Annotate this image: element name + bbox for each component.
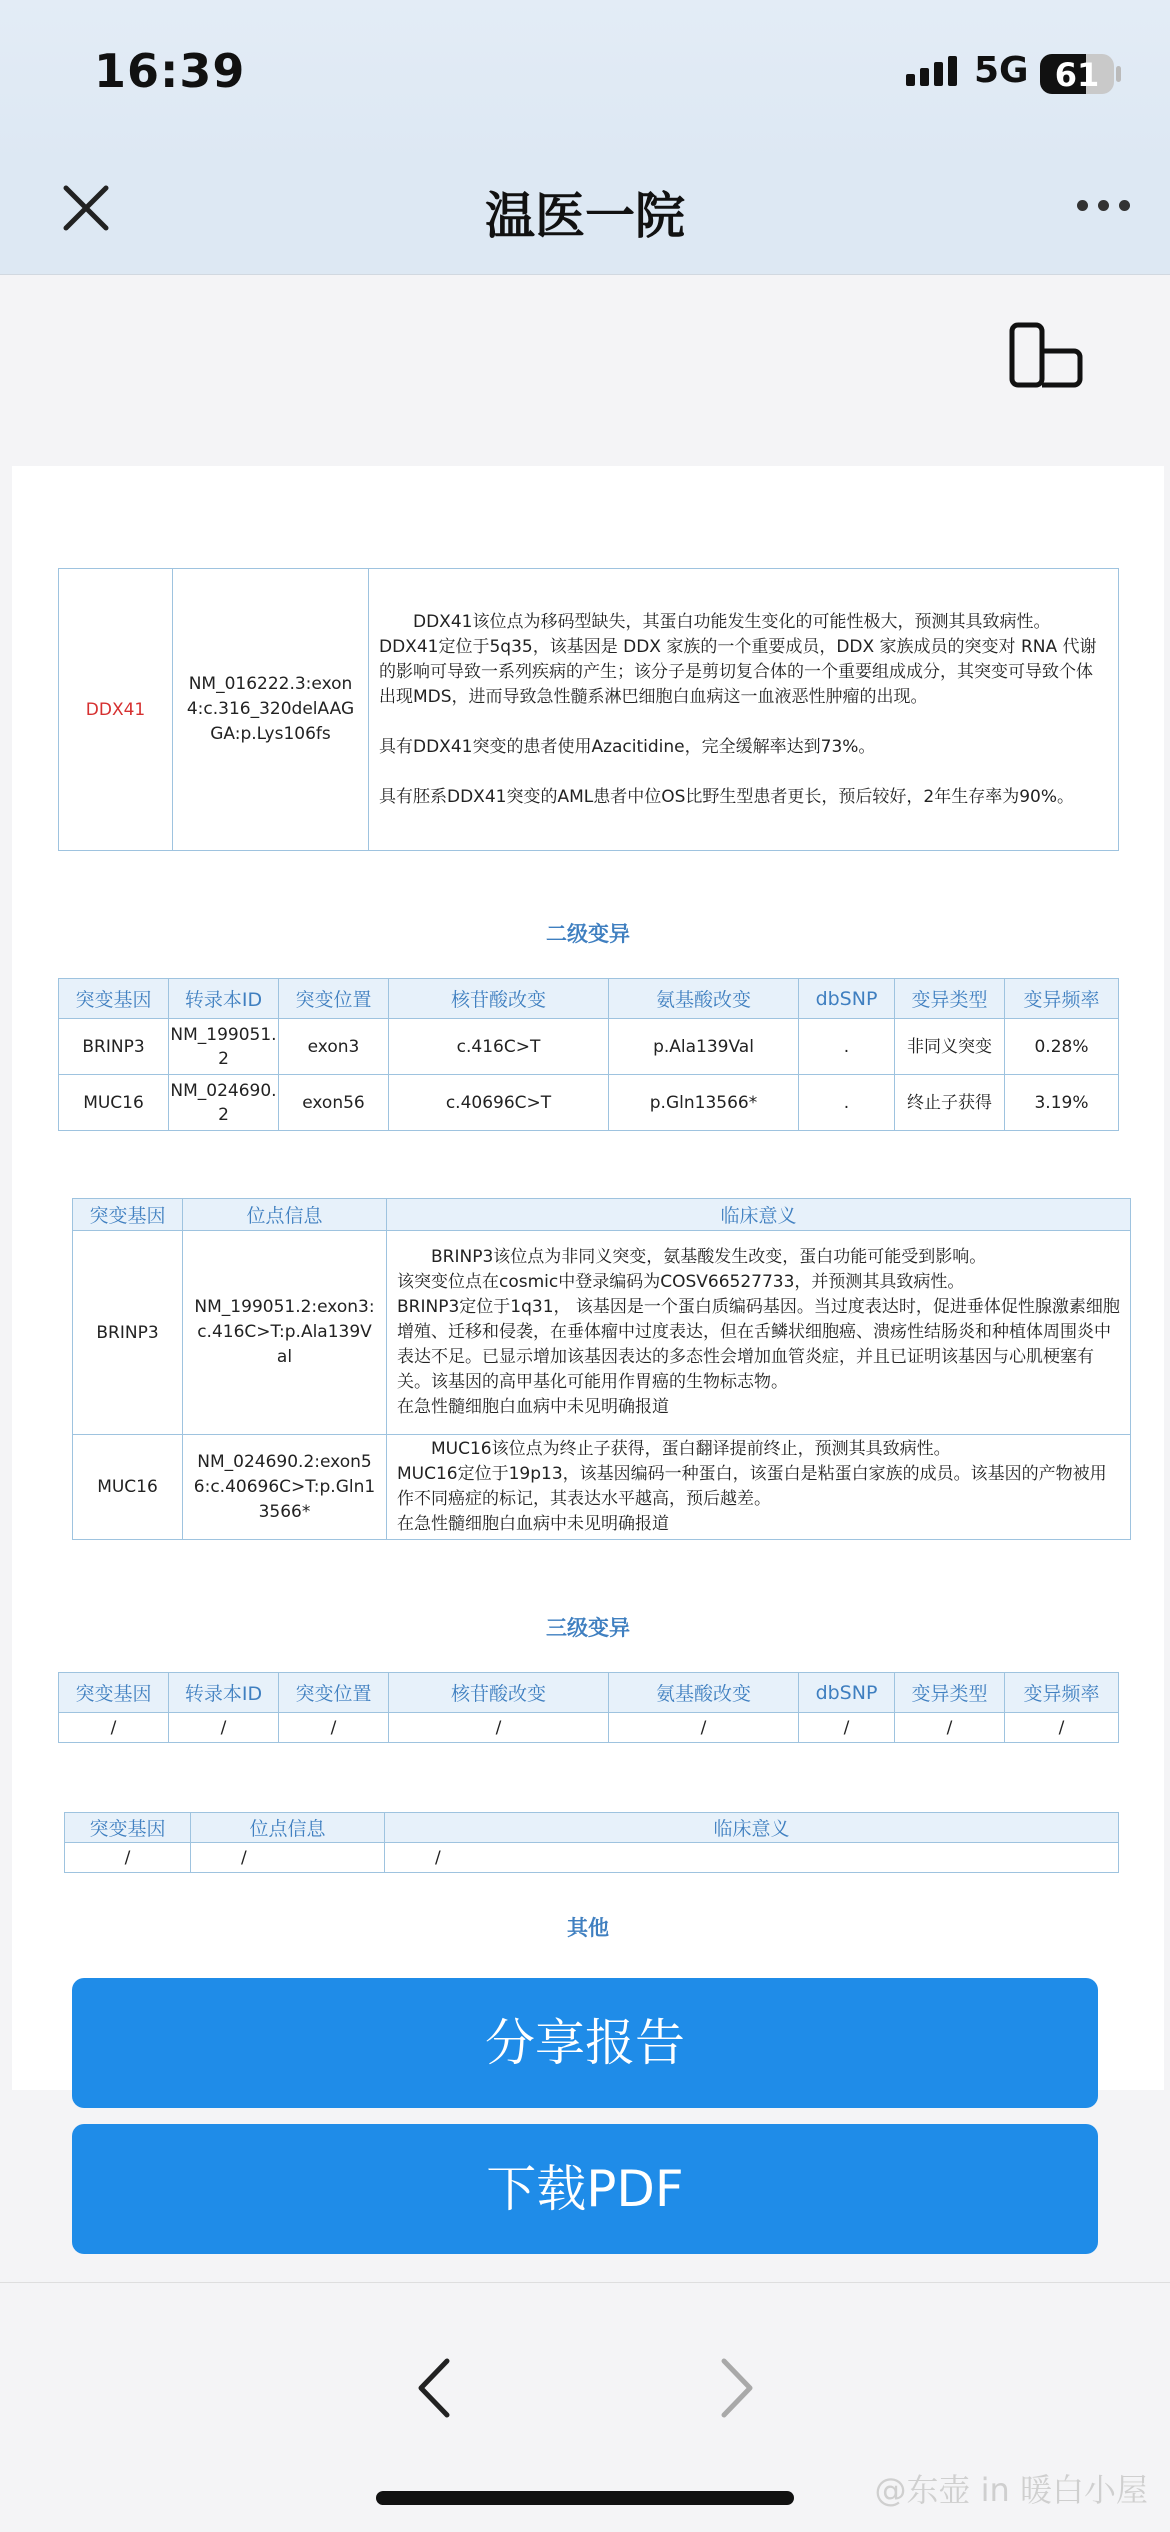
column-header: 核苷酸改变 xyxy=(389,979,609,1019)
watermark: @东壶 in 暖白小屋 xyxy=(874,2471,1148,2509)
clinical-text: DDX41定位于5q35，该基因是 DDX 家族的一个重要成员，DDX 家族成员的突变对 RNA 代谢的影响可导致一系列疾病的产生；该分子是剪切复合体的一个重要组成成分，其突变可导致个体出现MDS，进而导致急性髓系淋巴细胞白血病这一血液恶性肿瘤的出现。 xyxy=(379,636,1097,707)
status-bar xyxy=(0,0,1170,160)
table-row xyxy=(59,569,1119,851)
column-header: 突变基因 xyxy=(65,1813,191,1843)
column-header: 氨基酸改变 xyxy=(609,1673,799,1713)
more-dot-icon xyxy=(1119,200,1130,211)
chevron-right-icon xyxy=(706,2353,766,2423)
table-cell: BRINP3 xyxy=(59,1019,169,1075)
table-cell: / xyxy=(799,1713,895,1743)
table-cell: / xyxy=(59,1713,169,1743)
viewer-toolbar xyxy=(0,276,1170,466)
table-row xyxy=(59,1713,1119,1743)
table-cell: exon3 xyxy=(279,1019,389,1075)
level3-variant-table xyxy=(58,1672,1119,1743)
report-document[interactable] xyxy=(12,466,1164,2090)
site-info: NM_016222.3:exon4:c.316_320delAAGGA:p.Lys106fs xyxy=(173,569,369,851)
column-header: 变异频率 xyxy=(1005,979,1119,1019)
level2-clinical-table xyxy=(72,1198,1131,1540)
share-report-button[interactable]: 分享报告 xyxy=(72,1978,1098,2108)
column-header: 变异频率 xyxy=(1005,1673,1119,1713)
clinical-significance xyxy=(387,1435,1131,1540)
column-header: 突变位置 xyxy=(279,1673,389,1713)
table-cell: / xyxy=(385,1843,1119,1873)
clinical-text: BRINP3定位于1q31， 该基因是一个蛋白质编码基因。当过度表达时，促进垂体促性腺激素细胞增殖、迁移和侵袭，在垂体瘤中过度表达，但在舌鳞状细胞癌、溃疡性结肠炎和种植体周围炎中表达不足。已显示增加该基因表达的多态性会增加血管炎症，并且已证明该基因与心肌梗塞有关。该基因的高甲基化可能用作胃癌的生物标志物。 xyxy=(397,1297,1120,1392)
column-header: 氨基酸改变 xyxy=(609,979,799,1019)
table-cell: / xyxy=(389,1713,609,1743)
table-cell: / xyxy=(65,1843,191,1873)
site-info: NM_199051.2:exon3:c.416C>T:p.Ala139Val xyxy=(183,1231,387,1435)
section-title-level2: 二级变异 xyxy=(546,922,630,946)
clinical-text: MUC16该位点为终止子获得，蛋白翻译提前终止，预测其具致病性。 xyxy=(431,1439,951,1459)
column-header: dbSNP xyxy=(799,1673,895,1713)
table-cell: MUC16 xyxy=(59,1075,169,1131)
table-header-row xyxy=(59,979,1119,1019)
level2-variant-table xyxy=(58,978,1119,1131)
table-row xyxy=(59,1019,1119,1075)
column-header: 临床意义 xyxy=(385,1813,1119,1843)
table-row xyxy=(73,1435,1131,1540)
page-title: 温医一院 xyxy=(485,187,685,245)
battery-level: 61 xyxy=(1054,56,1100,94)
column-header: 突变位置 xyxy=(279,979,389,1019)
clinical-significance xyxy=(369,569,1119,851)
table-row xyxy=(73,1231,1131,1435)
column-header: 位点信息 xyxy=(191,1813,385,1843)
chevron-left-icon xyxy=(405,2353,465,2423)
table-cell: / xyxy=(169,1713,279,1743)
network-type: 5G xyxy=(974,50,1029,91)
level3-clinical-table xyxy=(64,1812,1119,1873)
table-cell: 非同义突变 xyxy=(895,1019,1005,1075)
gene-name: BRINP3 xyxy=(73,1231,183,1435)
table-cell: . xyxy=(799,1075,895,1131)
table-header-row xyxy=(59,1673,1119,1713)
table-cell: / xyxy=(1005,1713,1119,1743)
forward-button[interactable] xyxy=(706,2353,766,2423)
back-button[interactable] xyxy=(405,2353,465,2423)
table-cell: p.Gln13566* xyxy=(609,1075,799,1131)
clinical-text: 具有DDX41突变的患者使用Azacitidine，完全缓解率达到73%。 xyxy=(379,736,876,757)
gene-name: MUC16 xyxy=(73,1435,183,1540)
clinical-text: 具有胚系DDX41突变的AML患者中位OS比野生型患者更长，预后较好，2年生存率为90%。 xyxy=(379,786,1074,807)
column-header: dbSNP xyxy=(799,979,895,1019)
table-cell: / xyxy=(895,1713,1005,1743)
more-dot-icon xyxy=(1098,200,1109,211)
clinical-text: 在急性髓细胞白血病中未见明确报道 xyxy=(397,1397,669,1417)
clinical-text: 在急性髓细胞白血病中未见明确报道 xyxy=(397,1514,669,1534)
gene-name: DDX41 xyxy=(59,569,173,851)
table-header-row xyxy=(73,1199,1131,1231)
clinical-text: BRINP3该位点为非同义突变，氨基酸发生改变，蛋白功能可能受到影响。 xyxy=(431,1247,987,1267)
column-header: 临床意义 xyxy=(387,1199,1131,1231)
table-cell: . xyxy=(799,1019,895,1075)
table-cell: p.Ala139Val xyxy=(609,1019,799,1075)
table-cell: 终止子获得 xyxy=(895,1075,1005,1131)
table-row xyxy=(59,1075,1119,1131)
section-title-other: 其他 xyxy=(567,1916,609,1940)
section-title-level3: 三级变异 xyxy=(546,1616,630,1640)
rotate-screen-icon xyxy=(1008,321,1088,391)
rotate-screen-button[interactable] xyxy=(1008,321,1088,391)
level1-detail-table xyxy=(58,568,1119,851)
table-row xyxy=(65,1843,1119,1873)
cellular-signal-icon xyxy=(906,56,957,86)
table-cell: / xyxy=(191,1843,385,1873)
table-cell: c.40696C>T xyxy=(389,1075,609,1131)
table-cell: c.416C>T xyxy=(389,1019,609,1075)
column-header: 变异类型 xyxy=(895,979,1005,1019)
table-cell: 0.28% xyxy=(1005,1019,1119,1075)
column-header: 突变基因 xyxy=(73,1199,183,1231)
column-header: 转录本ID xyxy=(169,1673,279,1713)
navigation-bar xyxy=(0,160,1170,275)
table-cell: 3.19% xyxy=(1005,1075,1119,1131)
more-options-button[interactable] xyxy=(1077,200,1130,211)
clinical-text: 该突变位点在cosmic中登录编码为COSV66527733，并预测其具致病性。 xyxy=(397,1272,965,1292)
table-header-row xyxy=(65,1813,1119,1843)
table-cell: / xyxy=(609,1713,799,1743)
column-header: 转录本ID xyxy=(169,979,279,1019)
table-cell: NM_024690.2 xyxy=(169,1075,279,1131)
battery-cap xyxy=(1116,66,1121,82)
column-header: 位点信息 xyxy=(183,1199,387,1231)
status-time: 16:39 xyxy=(94,44,246,98)
table-cell: NM_199051.2 xyxy=(169,1019,279,1075)
column-header: 突变基因 xyxy=(59,1673,169,1713)
home-indicator xyxy=(376,2491,794,2505)
clinical-text: MUC16定位于19p13，该基因编码一种蛋白，该蛋白是粘蛋白家族的成员。该基因的产物被用作不同癌症的标记，其表达水平越高，预后越差。 xyxy=(397,1464,1107,1509)
column-header: 变异类型 xyxy=(895,1673,1005,1713)
more-dot-icon xyxy=(1077,200,1088,211)
clinical-text: DDX41该位点为移码型缺失，其蛋白功能发生变化的可能性极大，预测其具致病性。 xyxy=(413,611,1051,632)
clinical-significance xyxy=(387,1231,1131,1435)
download-pdf-button[interactable]: 下载PDF xyxy=(72,2124,1098,2254)
table-cell: exon56 xyxy=(279,1075,389,1131)
site-info: NM_024690.2:exon56:c.40696C>T:p.Gln13566* xyxy=(183,1435,387,1540)
table-cell: / xyxy=(279,1713,389,1743)
battery-icon xyxy=(1040,54,1114,94)
column-header: 突变基因 xyxy=(59,979,169,1019)
column-header: 核苷酸改变 xyxy=(389,1673,609,1713)
